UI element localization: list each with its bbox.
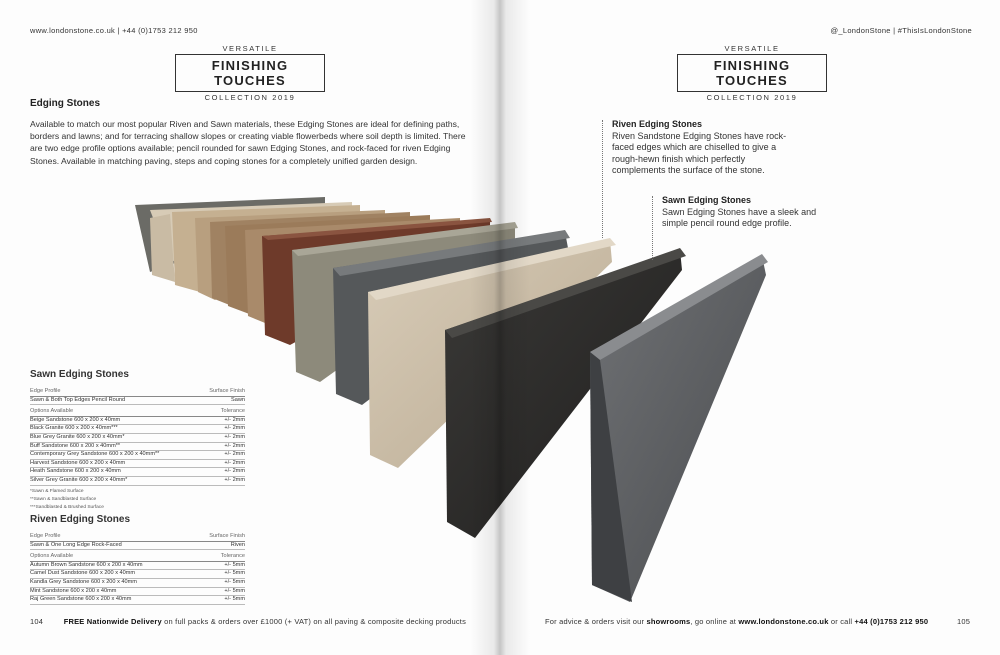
table-header: Options Available Tolerance: [30, 553, 245, 562]
table-row: Beige Sandstone 600 x 200 x 40mm +/- 2mm: [30, 417, 245, 426]
riven-spec-title: Riven Edging Stones: [30, 514, 131, 525]
logo-top-text: VERSATILE: [222, 44, 278, 53]
sawn-callout-text: Sawn Edging Stones have a sleek and simple pencil round edge profile.: [662, 206, 817, 228]
phone-number: +44 (0)1753 212 950: [854, 617, 929, 626]
finishing-touches-logo-right: [677, 44, 827, 102]
sawn-callout-title: Sawn Edging Stones: [662, 195, 752, 205]
logo-bottom-text: COLLECTION 2019: [706, 93, 798, 102]
table-header: Edge Profile Surface Finish: [30, 388, 245, 397]
footnote: *Sawn & Flamed Surface: [30, 488, 84, 494]
riven-spec-table: [30, 514, 245, 605]
table-row: Heath Sandstone 600 x 200 x 40mm +/- 2mm: [30, 468, 245, 477]
riven-callout-text: Riven Sandstone Edging Stones have rock-faced edges which are chiselled to give a rough-hewn finish which perfectly complements the surface of the stone.: [612, 130, 787, 175]
table-row: Buff Sandstone 600 x 200 x 40mm** +/- 2mm: [30, 443, 245, 452]
table-row: Camel Dust Sandstone 600 x 200 x 40mm +/- 5mm: [30, 570, 245, 579]
website-phone-header: www.londonstone.co.uk | +44 (0)1753 212 950: [30, 26, 198, 35]
sawn-spec-title: Sawn Edging Stones: [30, 369, 129, 380]
table-header: Edge Profile Surface Finish: [30, 533, 245, 542]
footnote: ***Sandblasted & Brushed Surface: [30, 504, 104, 510]
intro-paragraph: Available to match our most popular Riven and Sawn materials, these Edging Stones are ideal for defining paths, borders and lawns; and for terracing shallow slopes or creating viable flowerbeds where soil depth is limited. There are two edge profile options available; pencil rounded for sawn Edging Stones, and rock-faced for riven Edging Stones. Available in matching paving, steps and coping stones for a completely unified garden design.: [30, 119, 466, 166]
delivery-text: on full packs & orders over £1000 (+ VAT) on all paving & composite decking products: [161, 617, 467, 626]
riven-callout: [612, 119, 787, 177]
page-title: Edging Stones: [30, 98, 100, 109]
table-row: Silver Grey Granite 600 x 200 x 40mm* +/- 2mm: [30, 477, 245, 486]
finishing-touches-logo-left: [175, 44, 325, 102]
logo-bottom-text: COLLECTION 2019: [204, 93, 296, 102]
sawn-callout: [662, 195, 822, 230]
showrooms-link: showrooms: [646, 617, 691, 626]
table-row: Raj Green Sandstone 600 x 200 x 40mm +/- 5mm: [30, 596, 245, 605]
footer-left: [30, 617, 466, 626]
page-number-left: 104: [30, 617, 44, 626]
table-header: Options Available Tolerance: [30, 408, 245, 417]
sawn-spec-table: [30, 369, 245, 512]
table-row: Contemporary Grey Sandstone 600 x 200 x 40mm** +/- 2mm: [30, 451, 245, 460]
riven-callout-title: Riven Edging Stones: [612, 119, 703, 129]
logo-main-text: FINISHING TOUCHES: [175, 54, 325, 92]
table-row: Sawn & Both Top Edges Pencil Round Sawn: [30, 397, 245, 406]
website-link: www.londonstone.co.uk: [738, 617, 829, 626]
footnote: **Sawn & Sandblasted Surface: [30, 496, 97, 502]
table-row: Mint Sandstone 600 x 200 x 40mm +/- 5mm: [30, 588, 245, 597]
table-row: Autumn Brown Sandstone 600 x 200 x 40mm +/- 5mm: [30, 562, 245, 571]
page-number-right: 105: [957, 617, 971, 626]
table-row: Harvest Sandstone 600 x 200 x 40mm +/- 2mm: [30, 460, 245, 469]
footer-right: For advice & orders visit our showrooms, go online at www.londonstone.co.uk or call +44 (0)1753 212 950: [545, 617, 929, 626]
social-header: @_LondonStone | #ThisIsLondonStone: [830, 26, 972, 35]
free-delivery-label: FREE Nationwide Delivery: [63, 617, 162, 626]
logo-top-text: VERSATILE: [724, 44, 780, 53]
table-row: Black Granite 600 x 200 x 40mm*** +/- 2mm: [30, 425, 245, 434]
logo-main-text: FINISHING TOUCHES: [677, 54, 827, 92]
riven-callout-leader: [602, 120, 603, 238]
table-row: Kandla Grey Sandstone 600 x 200 x 40mm +/- 5mm: [30, 579, 245, 588]
sawn-callout-leader: [652, 196, 653, 260]
table-row: Blue Grey Granite 600 x 200 x 40mm* +/- 2mm: [30, 434, 245, 443]
table-row: Sawn & One Long Edge Rock-Faced Riven: [30, 542, 245, 551]
